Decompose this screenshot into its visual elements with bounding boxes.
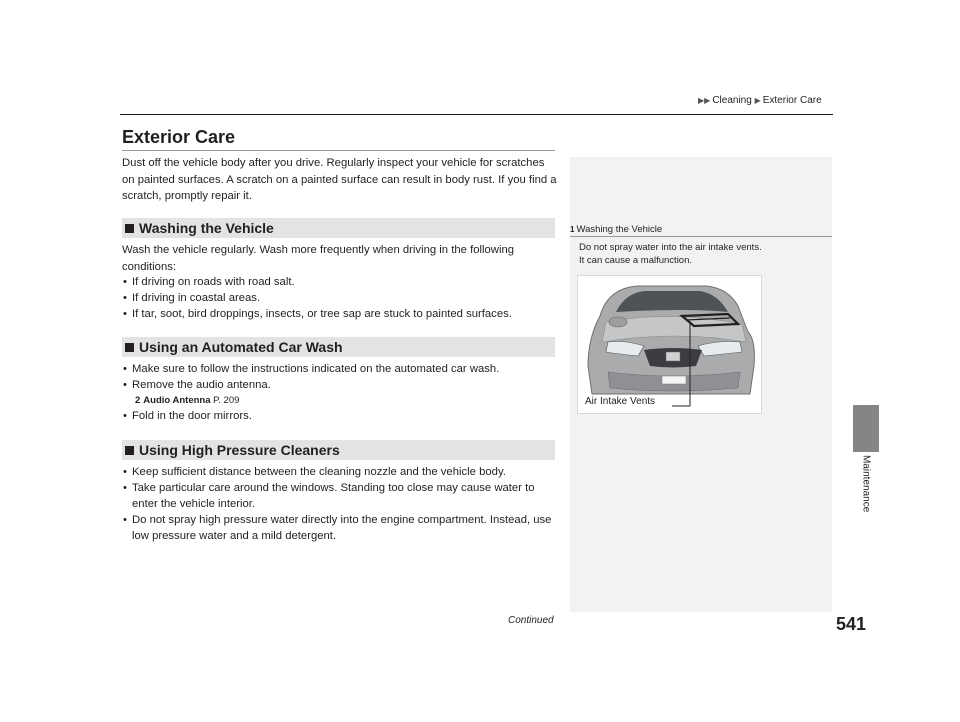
- cross-reference-link[interactable]: [122, 394, 239, 408]
- list-item: • If driving in coastal areas.: [122, 290, 562, 306]
- section-heading-automated-wash: [122, 337, 555, 357]
- reference-name: Audio Antenna: [143, 395, 211, 406]
- arrow-icon: ▶: [754, 96, 761, 105]
- reference-page: P. 209: [213, 395, 240, 406]
- list-item: • Do not spray high pressure water directly into the engine compartment. Instead, use low pressure water and a mild detergent.: [122, 512, 562, 544]
- square-bullet-icon: [125, 343, 134, 352]
- side-note-line: Do not spray water into the air intake vents.: [579, 242, 762, 253]
- reference-arrow-icon: 2: [135, 395, 141, 406]
- automated-wash-list: [122, 361, 562, 393]
- thumb-tab-block: [853, 405, 879, 452]
- square-bullet-icon: [125, 224, 134, 233]
- breadcrumb-item-exterior-care[interactable]: Exterior Care: [762, 95, 822, 106]
- thumb-tab-label[interactable]: Maintenance: [860, 455, 872, 513]
- list-item: • Fold in the door mirrors.: [122, 408, 562, 424]
- section-heading-label: Washing the Vehicle: [139, 220, 274, 236]
- square-bullet-icon: [125, 446, 134, 455]
- side-note-rule: [570, 236, 832, 237]
- section-heading-high-pressure: [122, 440, 555, 460]
- intro-paragraph: Dust off the vehicle body after you drive. Regularly inspect your vehicle for scratches on painted surfaces. A scratch on a painted surface can result in body rust. If you find a scratch, promptly repair it.: [122, 157, 557, 202]
- title-rule: [122, 150, 555, 151]
- automated-wash-list-continued: [122, 408, 562, 424]
- continued-label: Continued: [508, 615, 554, 626]
- list-item: • If driving on roads with road salt.: [122, 274, 562, 290]
- air-intake-vents-callout: Air Intake Vents: [585, 396, 656, 407]
- breadcrumb: [698, 95, 822, 106]
- page-title: Exterior Care: [122, 127, 236, 147]
- section-heading-washing: [122, 218, 555, 238]
- header-rule: [120, 114, 833, 115]
- side-note-text: [579, 241, 762, 267]
- car-front-icon: [578, 276, 761, 413]
- list-item: • Remove the audio antenna.: [122, 377, 562, 393]
- car-illustration: [577, 275, 762, 414]
- high-pressure-list: [122, 464, 562, 544]
- side-note-title: Washing the Vehicle: [576, 224, 663, 235]
- washing-paragraph: Wash the vehicle regularly. Wash more frequently when driving in the following conditions:: [122, 244, 515, 273]
- side-note-line: It can cause a malfunction.: [579, 255, 693, 266]
- note-number: 1: [570, 225, 575, 234]
- list-item: • If tar, soot, bird droppings, insects, or tree sap are stuck to painted surfaces.: [122, 306, 562, 322]
- side-note-heading: [570, 224, 662, 235]
- section-heading-label: Using an Automated Car Wash: [139, 339, 343, 355]
- section-heading-label: Using High Pressure Cleaners: [139, 442, 340, 458]
- breadcrumb-item-cleaning[interactable]: Cleaning: [712, 95, 752, 106]
- list-item: • Keep sufficient distance between the cleaning nozzle and the vehicle body.: [122, 464, 562, 480]
- list-item: • Take particular care around the windows. Standing too close may cause water to enter the vehicle interior.: [122, 480, 562, 512]
- washing-conditions-list: [122, 274, 562, 322]
- list-item: • Make sure to follow the instructions indicated on the automated car wash.: [122, 361, 562, 377]
- page-number: 541: [836, 614, 867, 634]
- double-arrow-icon: ▶▶: [698, 96, 711, 105]
